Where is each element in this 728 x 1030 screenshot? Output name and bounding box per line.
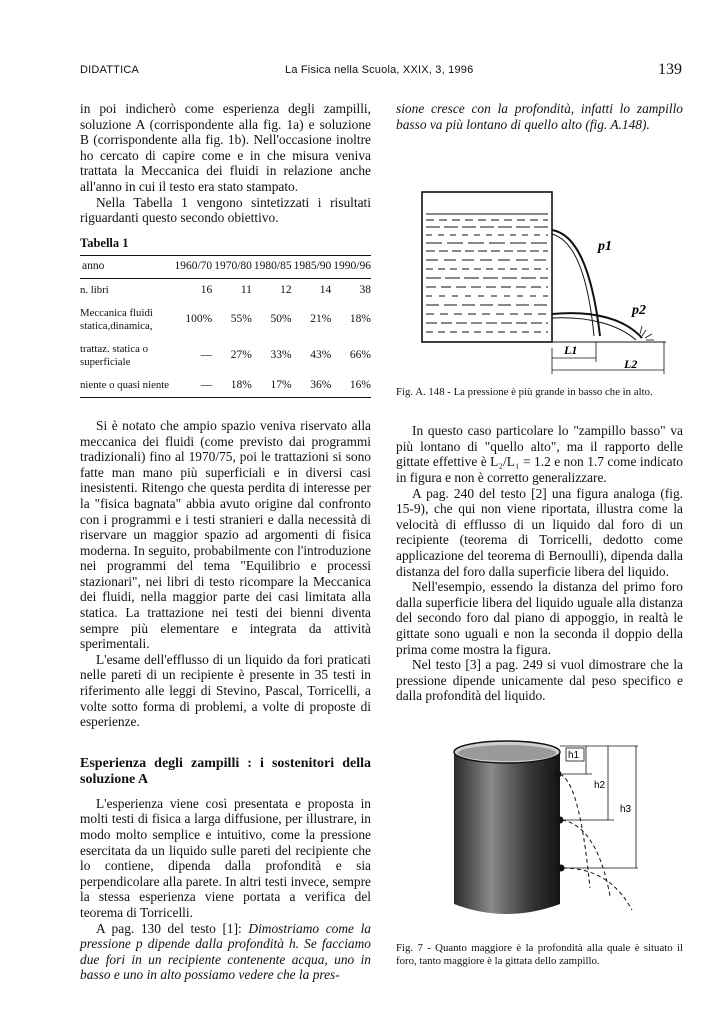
table-title: Tabella 1 (80, 235, 129, 250)
table-cell: 17% (252, 374, 292, 398)
paragraph: In questo caso particolare lo "zampillo basso" va più lontano di "quello alto", ma il rapporto delle gittate effettive è L₂/L₁ = 1.2 e non 1.7 come indicato in figura e non è corretto generalizzare. (396, 423, 683, 485)
table-cell: 66% (349, 349, 371, 362)
table-cell: 38 (359, 283, 371, 296)
table-row (80, 338, 371, 374)
table-header-cell: 1960/70 (172, 256, 212, 279)
table-body (80, 278, 371, 397)
figure-a148 (396, 138, 683, 378)
table-cell: 11 (240, 283, 252, 296)
paragraph: L'esperienza viene così presentata e proposta in molti testi di fisica a larga diffusione, per illustrare, in modo molto semplice e intuitivo, come la pressione esercitata da un liquido sulle pareti del recipiente che lo contiene, dipenda dalla profondità e sia perpendicolare alla parete. In altri testi invece, sempre la stessa esperienza viene portata a verifica del teorema di Torricelli. (80, 795, 371, 920)
section-heading: Esperienza degli zampilli : i sostenitori della soluzione A (80, 755, 371, 787)
table-cell: 18% (212, 374, 252, 398)
label-l2: L2 (624, 357, 638, 372)
table-cell: 43% (310, 349, 332, 362)
label-p2: p2 (632, 303, 646, 319)
table-cell: 36% (292, 374, 332, 398)
table-cell: 33% (270, 349, 292, 362)
figure-caption: Fig. 7 - Quanto maggiore è la profondità alla quale è situato il foro, tanto maggiore è la gittata dello zampillo. (396, 941, 683, 967)
table-cell: 100% (185, 313, 213, 326)
row-label: Meccanica fluidi statica,dinamica, (80, 306, 153, 332)
label-h2: h2 (594, 779, 606, 791)
label-l1: L1 (564, 343, 578, 358)
table-cell: 21% (310, 313, 332, 326)
paragraph: Nell'esempio, essendo la distanza del primo foro dalla superficie libera del liquido uguale alla distanza del secondo foro dal piano di appoggio, in realtà le gittate sono uguali e non la seconda il doppio della prima come mostra la figura. (396, 579, 683, 657)
results-table (80, 255, 371, 398)
table-cell: 27% (230, 349, 252, 362)
table-header-cell: 1970/80 (212, 256, 252, 279)
paragraph-lead: A pag. 130 del testo [1]: (96, 920, 249, 936)
table-cell: — (172, 374, 212, 398)
paragraph: L'esame dell'efflusso di un liquido da fori praticati nelle pareti di un recipiente è presente in 35 testi in riferimento alle leggi di Stevino, Pascal, Torricelli, a volte sotto forma di problemi, a volte di proposte di esperienze. (80, 651, 371, 730)
left-column (80, 101, 371, 983)
row-label: niente o quasi niente (80, 374, 172, 398)
page-number: 139 (658, 61, 682, 78)
quotation: sione cresce con la profondità, infatti lo zampillo basso va più lontano di quello alto (fig. A.148). (396, 101, 683, 132)
table-cell: 55% (230, 313, 252, 326)
table-row (80, 302, 371, 338)
table-cell: 50% (270, 313, 292, 326)
table-cell: 18% (349, 313, 371, 326)
paragraph: Si è notato che ampio spazio veniva riservato alla meccanica dei fluidi (come previsto dai programmi tradizionali) fino al 1970/75, poi le trattazioni si sono fatte man mano più superficiali e in diversi casi inesistenti. Ritengo che questa perdita di interesse per la "fisica bagnata" abbia avuto origine dal confronto con i programmi e i testi stranieri e dalla necessità di riservare un maggior spazio ad argomenti di fisica moderna. In seguito, probabilmente con l'introduzione nei programmi del tema "Equilibrio e processi stazionari", nei libri di testo ricompare la Meccanica dei fluidi, nella maggior parte dei casi limitata alla statica. La trattazione nei testi dei bienni diventa sempre più elementare e integrata da attività sperimentali. (80, 417, 371, 652)
paragraph: Nella Tabella 1 vengono sintetizzati i risultati riguardanti questo secondo obiettivo. (80, 194, 371, 226)
table-cell: — (200, 349, 213, 362)
table-header-cell: 1990/96 (331, 256, 371, 279)
table-cell: 16% (331, 374, 371, 398)
table-cell: 16 (200, 283, 213, 296)
quotation: Dimostriamo come la pressione p dipende dalla profondità h. Se facciamo due fori in un recipiente contenente acqua, uno in basso e uno in alto possiamo vedere che la pres- (80, 920, 371, 983)
row-label: n. libri (80, 283, 109, 296)
table-header-cell: anno (80, 256, 172, 279)
label-p1: p1 (598, 239, 612, 255)
figure-caption: Fig. A. 148 - La pressione è più grande in basso che in alto. (396, 386, 653, 399)
label-h1: h1 (568, 749, 580, 761)
figure-7 (396, 728, 683, 932)
paragraph (80, 921, 371, 983)
table-cell: 14 (319, 283, 332, 296)
right-column (396, 101, 683, 968)
table-row (80, 278, 371, 302)
running-header-section: DIDATTICA (80, 64, 140, 76)
paragraph: in poi indicherò come esperienza degli zampilli, soluzione A (corrispondente alla fig. 1a) e soluzione B (corrispondente alla fig. 1b). Nell'occasione inoltre ho cercato di capire come e in che misura veniva trattata la Meccanica dei fluidi in relazione anche all'anno in cui il testo era stato stampato. (80, 101, 371, 194)
running-header-journal: La Fisica nella Scuola, XXIX, 3, 1996 (285, 64, 474, 76)
row-label: trattaz. statica o superficiale (80, 342, 149, 368)
table-header-cell: 1980/85 (252, 256, 292, 279)
label-h3: h3 (620, 803, 632, 815)
table-row (80, 374, 371, 398)
table-header-row (80, 256, 371, 279)
table-cell: 12 (280, 283, 292, 296)
table-header-cell: 1985/90 (292, 256, 332, 279)
paragraph: A pag. 240 del testo [2] una figura analoga (fig. 15-9), che qui non viene riportata, illustra come la velocità di efflusso di un liquido dal foro di un recipiente (teorema di Torricelli, dedotto come applicazione del teorema di Bernoulli), dipenda dalla distanza del foro dalla superficie libera del liquido. (396, 485, 683, 579)
paragraph: Nel testo [3] a pag. 249 si vuol dimostrare che la pressione dipende unicamente dal peso specifico e dalla profondità del liquido. (396, 657, 683, 704)
